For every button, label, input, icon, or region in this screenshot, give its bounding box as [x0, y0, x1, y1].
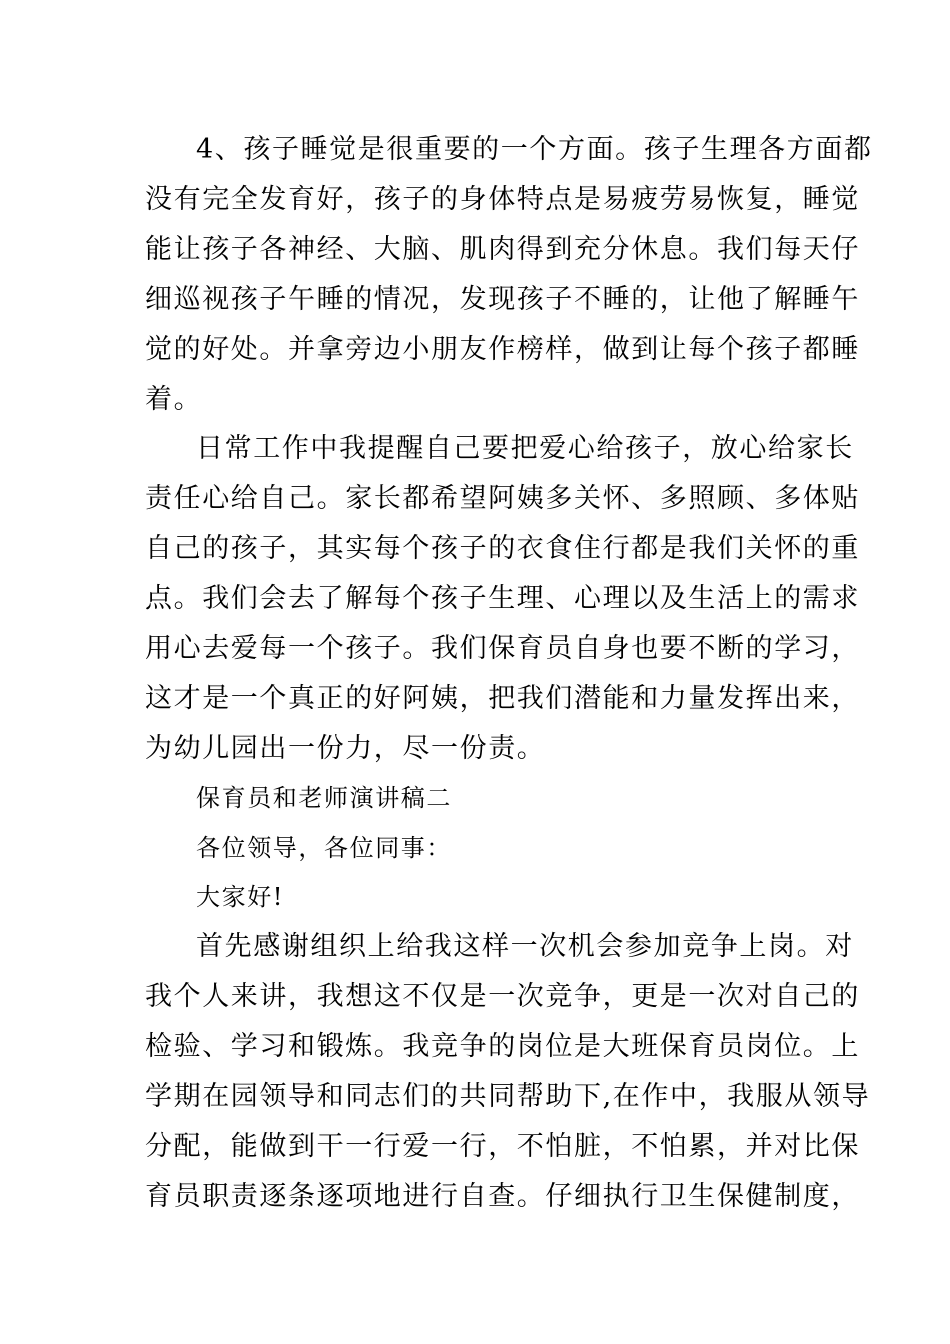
paragraph-line: 检验、学习和锻炼。我竞争的岗位是大班保育员岗位。上 — [145, 1031, 860, 1062]
paragraph-line: 我个人来讲，我想这不仅是一次竞争，更是一次对自己的 — [145, 981, 860, 1012]
section-title: 保育员和老师演讲稿二 — [196, 784, 452, 812]
paragraph-line: 点。我们会去了解每个孩子生理、心理以及生活上的需求 — [145, 583, 860, 614]
greeting-line: 大家好! — [196, 883, 285, 911]
paragraph-line: 这才是一个真正的好阿姨，把我们潜能和力量发挥出来， — [145, 683, 860, 714]
paragraph-line: 育员职责逐条逐项地进行自查。仔细执行卫生保健制度， — [145, 1181, 860, 1212]
paragraph-line: 没有完全发育好，孩子的身体特点是易疲劳易恢复，睡觉 — [145, 184, 860, 215]
paragraph-line: 觉的好处。并拿旁边小朋友作榜样，做到让每个孩子都睡 — [145, 334, 860, 365]
paragraph-line: 4、孩子睡觉是很重要的一个方面。孩子生理各方面都 — [196, 134, 873, 165]
paragraph-line: 日常工作中我提醒自己要把爱心给孩子，放心给家长 — [196, 433, 854, 464]
paragraph-line: 用心去爱每一个孩子。我们保育员自身也要不断的学习， — [145, 633, 860, 664]
paragraph-line: 自己的孩子，其实每个孩子的衣食住行都是我们关怀的重 — [145, 533, 860, 564]
paragraph-line: 学期在园领导和同志们的共同帮助下,在作中，我服从领导 — [145, 1081, 871, 1112]
salutation-line: 各位领导，各位同事： — [196, 834, 452, 862]
paragraph-line: 为幼儿园出一份力，尽一份责。 — [145, 733, 546, 764]
paragraph-line: 责任心给自己。家长都希望阿姨多关怀、多照顾、多体贴 — [145, 483, 860, 514]
paragraph-line: 着。 — [145, 384, 203, 415]
paragraph-line: 分配，能做到干一行爱一行，不怕脏，不怕累，并对比保 — [145, 1131, 860, 1162]
paragraph-line: 能让孩子各神经、大脑、肌肉得到充分休息。我们每天仔 — [145, 234, 860, 265]
paragraph-line: 首先感谢组织上给我这样一次机会参加竞争上岗。对 — [196, 931, 854, 962]
paragraph-line: 细巡视孩子午睡的情况，发现孩子不睡的，让他了解睡午 — [145, 284, 860, 315]
